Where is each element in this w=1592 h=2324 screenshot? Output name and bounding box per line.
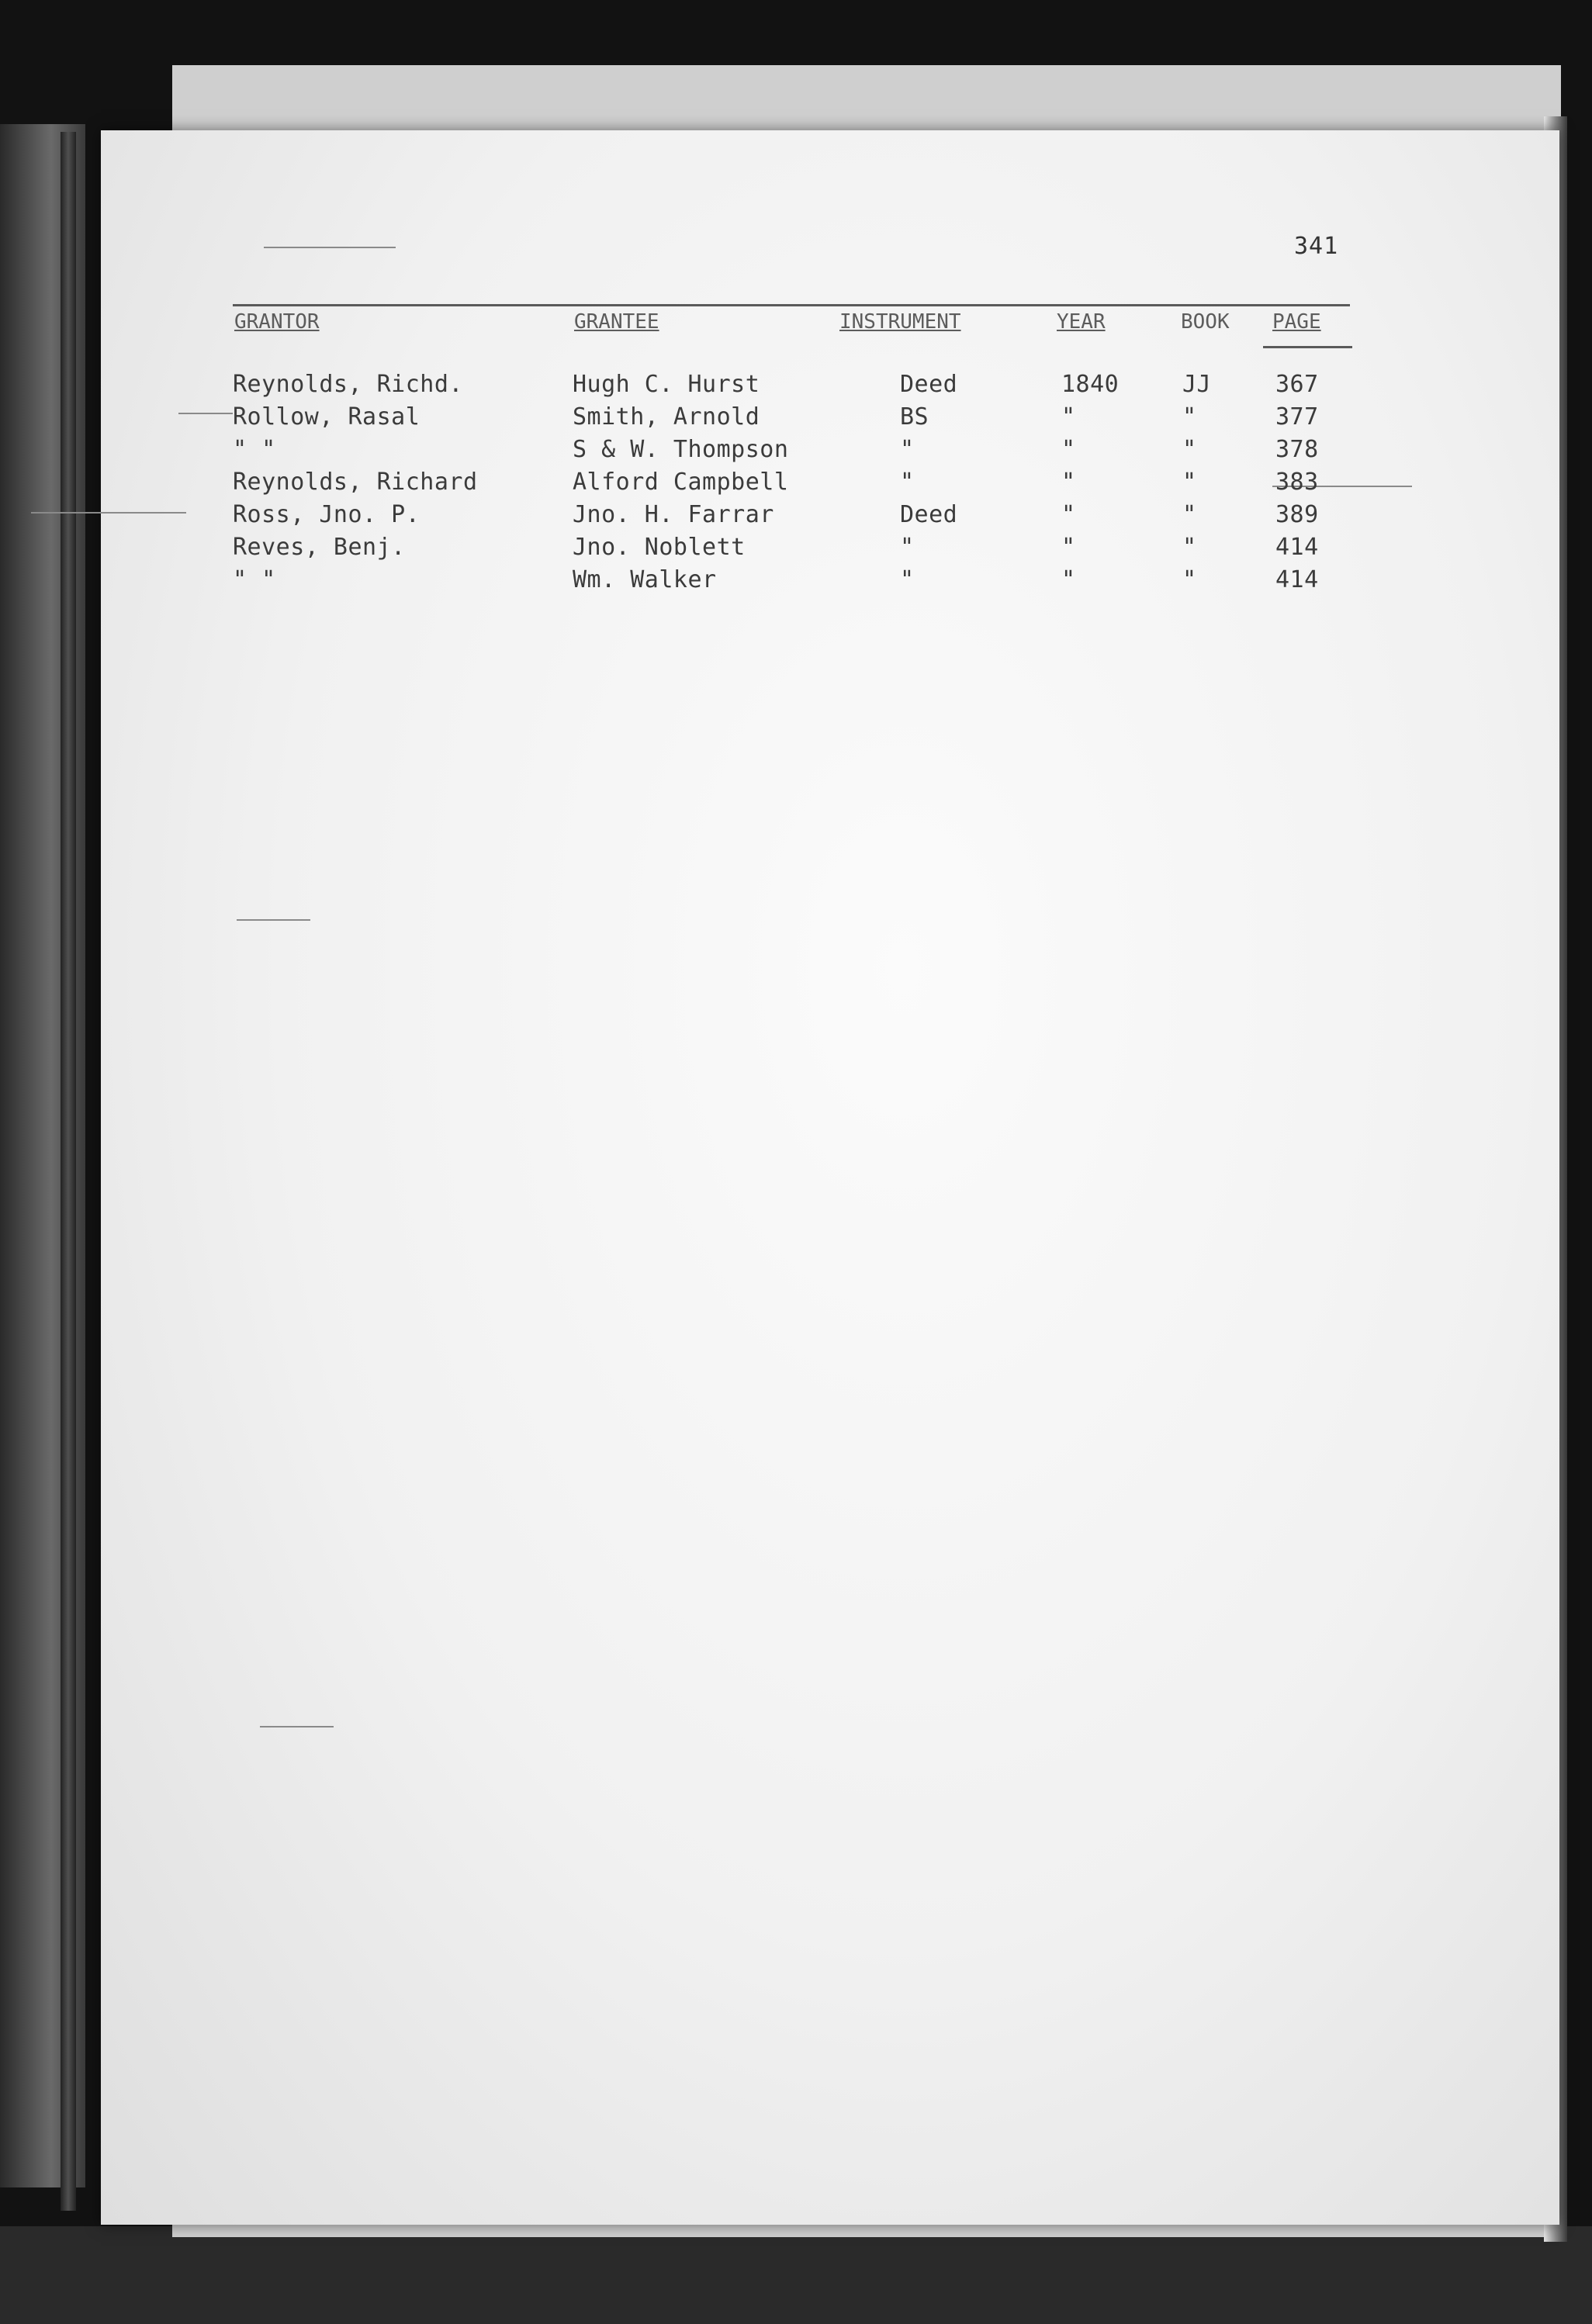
cell-page: 377 bbox=[1275, 403, 1319, 431]
header-rule bbox=[1263, 346, 1352, 348]
cell-instrument: " bbox=[900, 566, 915, 593]
cell-year: " bbox=[1061, 469, 1076, 496]
book-edge-bottom bbox=[0, 2226, 1592, 2324]
header-instrument: INSTRUMENT bbox=[839, 310, 961, 334]
cell-book: " bbox=[1182, 403, 1197, 431]
table-row bbox=[0, 403, 1592, 437]
cell-page: 367 bbox=[1275, 371, 1319, 398]
cell-page: 383 bbox=[1275, 469, 1319, 496]
cell-page: 378 bbox=[1275, 436, 1319, 463]
cell-year: 1840 bbox=[1061, 371, 1120, 398]
header-year: YEAR bbox=[1057, 310, 1106, 334]
header-grantor: GRANTOR bbox=[234, 310, 320, 334]
cell-page: 414 bbox=[1275, 534, 1319, 561]
cell-grantor: Reynolds, Richard bbox=[233, 469, 478, 496]
cell-book: JJ bbox=[1182, 371, 1212, 398]
cell-page: 414 bbox=[1275, 566, 1319, 593]
cell-instrument: Deed bbox=[900, 371, 958, 398]
margin-mark bbox=[264, 247, 396, 248]
cell-page: 389 bbox=[1275, 501, 1319, 528]
cell-grantee: Jno. Noblett bbox=[573, 534, 746, 561]
cell-year: " bbox=[1061, 436, 1076, 463]
cell-year: " bbox=[1061, 534, 1076, 561]
cell-book: " bbox=[1182, 501, 1197, 528]
table-row bbox=[0, 501, 1592, 535]
margin-mark bbox=[237, 919, 310, 921]
cell-year: " bbox=[1061, 501, 1076, 528]
cell-grantor: Rollow, Rasal bbox=[233, 403, 420, 431]
cell-book: " bbox=[1182, 469, 1197, 496]
cell-book: " bbox=[1182, 534, 1197, 561]
cell-grantee: Wm. Walker bbox=[573, 566, 717, 593]
cell-grantor: Ross, Jno. P. bbox=[233, 501, 420, 528]
cell-book: " bbox=[1182, 436, 1197, 463]
cell-year: " bbox=[1061, 403, 1076, 431]
cell-book: " bbox=[1182, 566, 1197, 593]
header-page: PAGE bbox=[1272, 310, 1321, 334]
table-row bbox=[0, 566, 1592, 600]
cell-instrument: BS bbox=[900, 403, 929, 431]
cell-grantee: S & W. Thompson bbox=[573, 436, 789, 463]
table-row bbox=[0, 371, 1592, 405]
table-row bbox=[0, 534, 1592, 568]
cell-instrument: " bbox=[900, 534, 915, 561]
page-number: 341 bbox=[1294, 233, 1339, 260]
cell-grantee: Alford Campbell bbox=[573, 469, 789, 496]
cell-year: " bbox=[1061, 566, 1076, 593]
cell-grantor: " " bbox=[233, 436, 276, 463]
cell-instrument: " bbox=[900, 469, 915, 496]
cell-grantor: " " bbox=[233, 566, 276, 593]
cell-grantor: Reynolds, Richd. bbox=[233, 371, 463, 398]
header-grantee: GRANTEE bbox=[574, 310, 659, 334]
table-row bbox=[0, 469, 1592, 503]
margin-mark bbox=[260, 1726, 334, 1727]
cell-grantee: Jno. H. Farrar bbox=[573, 501, 774, 528]
cell-grantee: Hugh C. Hurst bbox=[573, 371, 760, 398]
cell-grantee: Smith, Arnold bbox=[573, 403, 760, 431]
cell-instrument: " bbox=[900, 436, 915, 463]
header-rule bbox=[233, 304, 1350, 306]
header-book: BOOK bbox=[1181, 310, 1230, 334]
cell-grantor: Reves, Benj. bbox=[233, 534, 406, 561]
table-row bbox=[0, 436, 1592, 470]
cell-instrument: Deed bbox=[900, 501, 958, 528]
